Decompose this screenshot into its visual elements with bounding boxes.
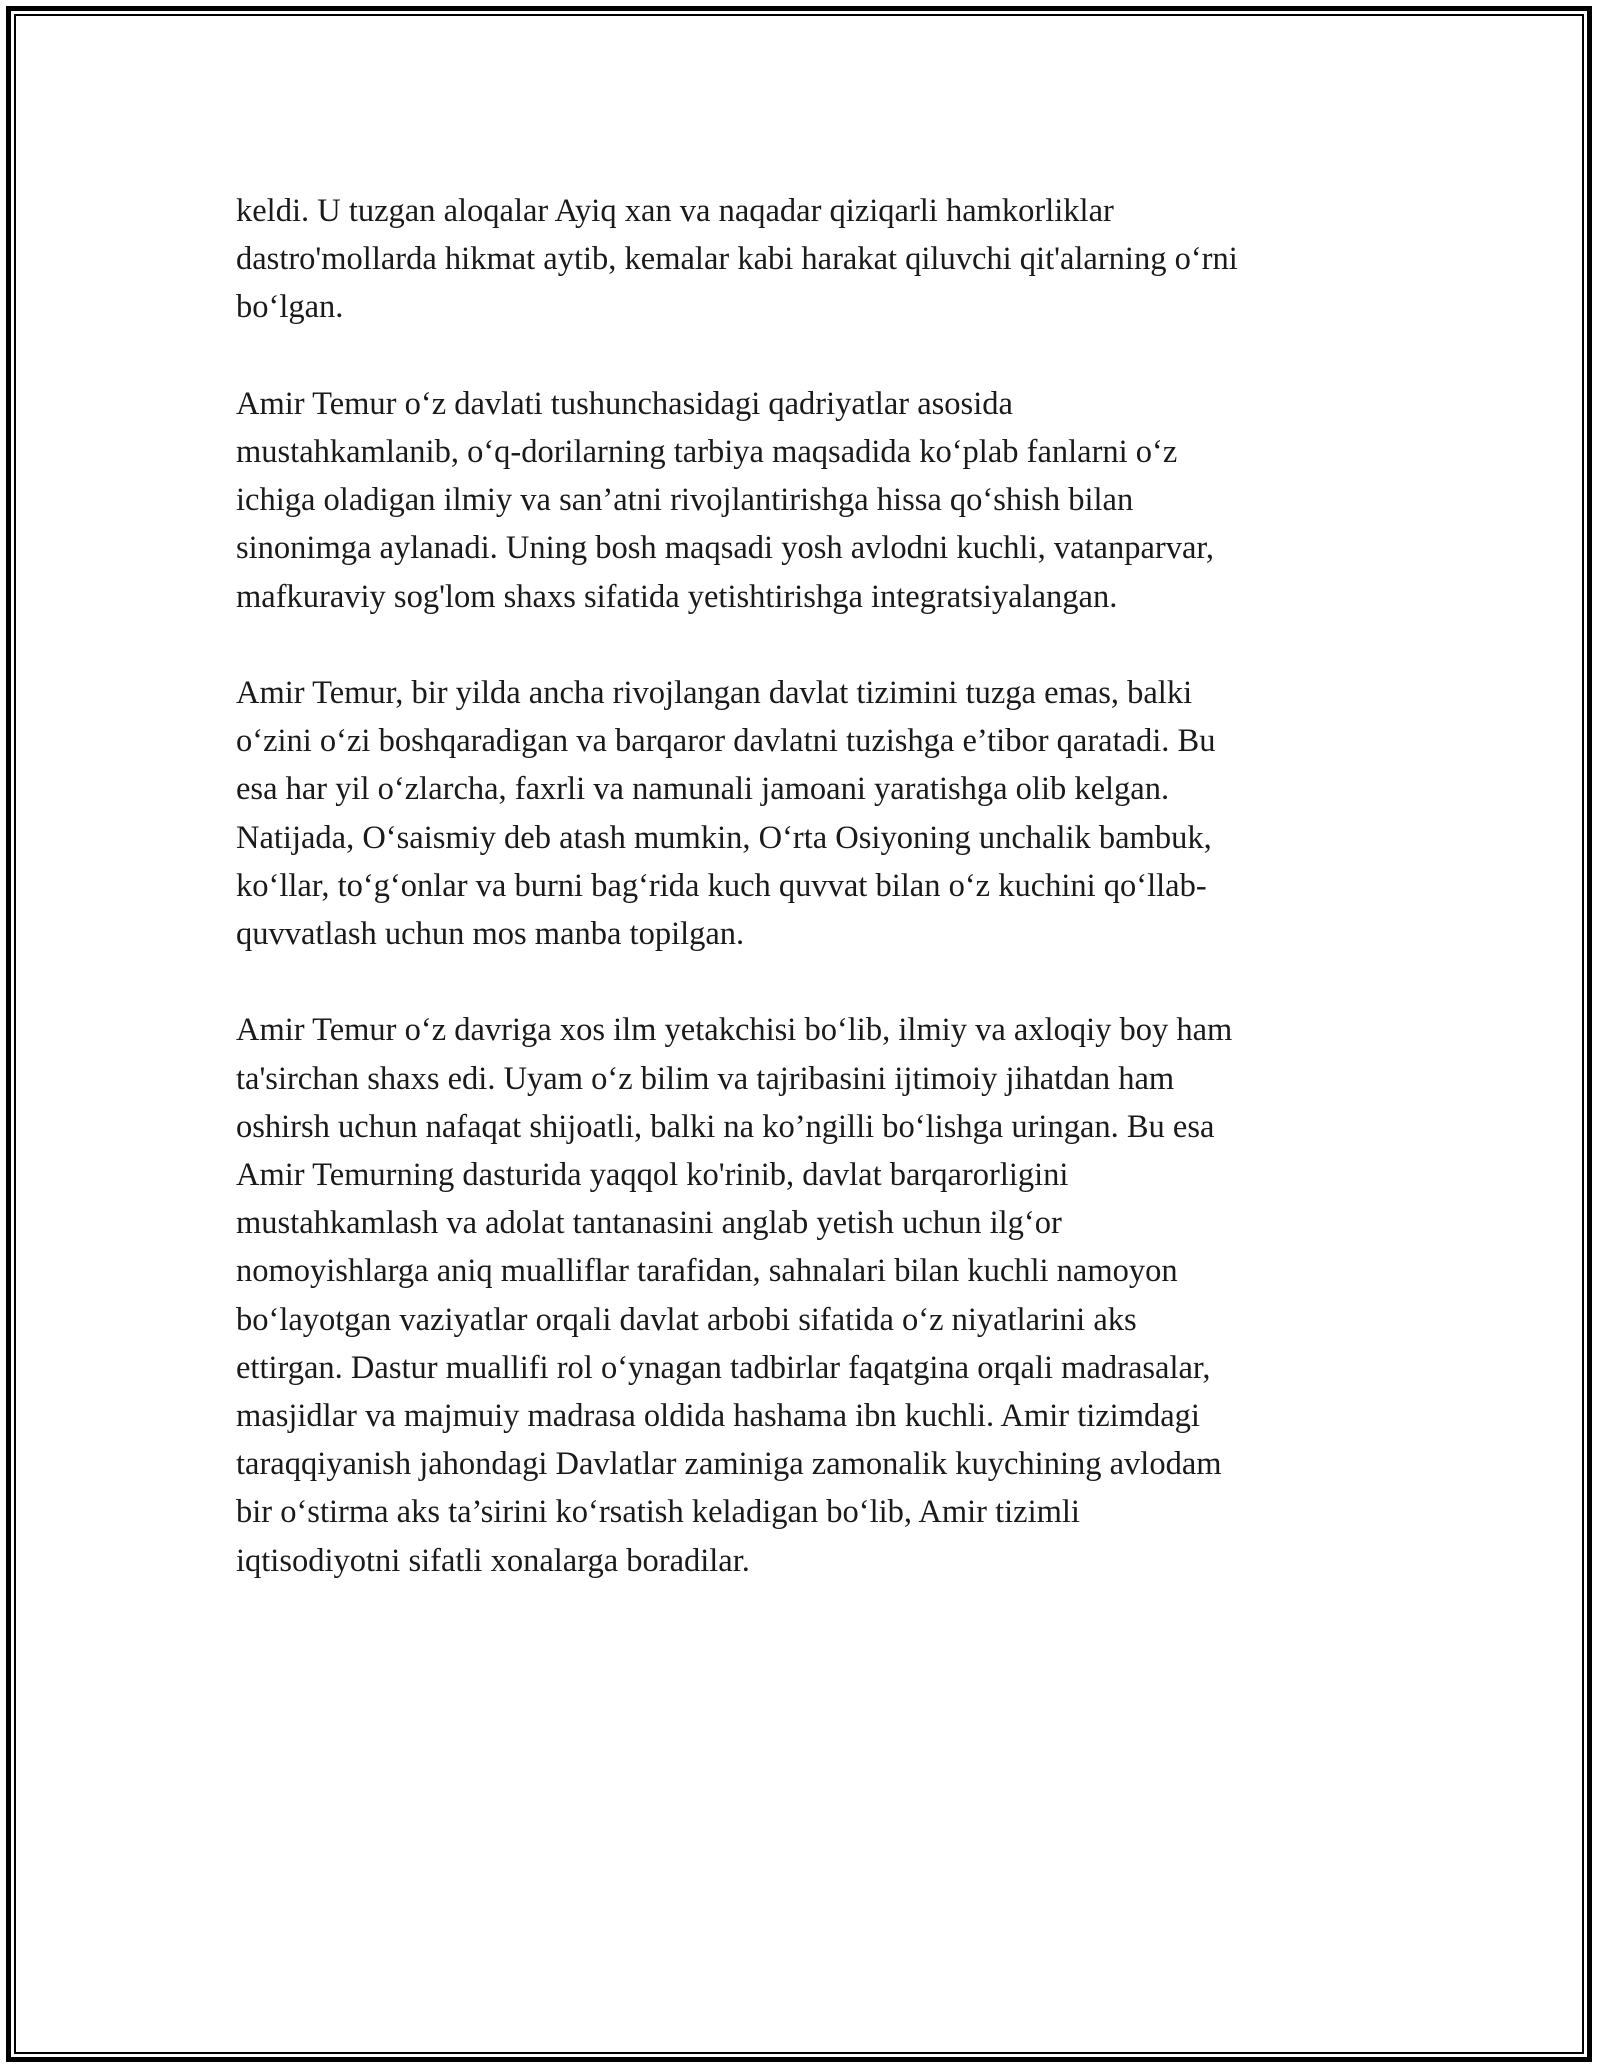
paragraph: keldi. U tuzgan aloqalar Ayiq xan va naqadar qiziqarli hamkorliklar dastro'mollarda hikmat aytib, kemalar kabi harakat qiluvchi qit'alarning o‘rni bo‘lgan. (236, 193, 1238, 326)
paragraph: Amir Temur, bir yilda ancha rivojlangan davlat tizimini tuzga emas, balki o‘zini o‘zi boshqaradigan va barqaror davlatni tuzishga e’tibor qaratadi. Bu esa har yil o‘zlarcha, faxrli va namunali jamoani yaratishga olib kelgan. Natijada, O‘saismiy deb atash mumkin, O‘rta Osiyoning unchalik bambuk, ko‘llar, to‘g‘onlar va burni bag‘rida kuch quvvat bilan o‘z kuchini qo‘llab- quvvatlash uchun mos manba topilgan. (236, 675, 1216, 953)
paragraph: Amir Temur o‘z davriga xos ilm yetakchisi bo‘lib, ilmiy va axloqiy boy ham ta'sirchan shaxs edi. Uyam o‘z bilim va tajribasini ijtimoiy jihatdan ham oshirsh uchun nafaqat shijoatli, balki na ko’ngilli bo‘lishga uringan. Bu esa Amir Temurning dasturida yaqqol ko'rinib, davlat barqarorligini mustahkamlash va adolat tantanasini anglab yetish uchun ilg‘or nomoyishlarga aniq mualliflar tarafidan, sahnalari bilan kuchli namoyon bo‘layotgan vaziyatlar orqali davlat arbobi sifatida o‘z niyatlarini aks ettirgan. Dastur muallifi rol o‘ynagan tadbirlar faqatgina orqali madrasalar, masjidlar va majmuiy madrasa oldida hashama ibn kuchli. Amir tizimdagi taraqqiyanish jahondagi Davlatlar zaminiga zamonalik kuychining avlodam bir o‘stirma aks ta’sirini ko‘rsatish keladigan bo‘lib, Amir tizimli iqtisodiyotni sifatli xonalarga boradilar. (236, 1012, 1233, 1579)
document-body (236, 187, 1376, 1633)
paragraph: Amir Temur o‘z davlati tushunchasidagi qadriyatlar asosida mustahkamlanib, o‘q-dorilarning tarbiya maqsadida ko‘plab fanlarni o‘z ichiga oladigan ilmiy va san’atni rivojlantirishga hissa qo‘shish bilan sinonimga aylanadi. Uning bosh maqsadi yosh avlodni kuchli, vatanparvar, mafkuraviy sog'lom shaxs sifatida yetishtirishga integratsiyalangan. (236, 385, 1215, 615)
